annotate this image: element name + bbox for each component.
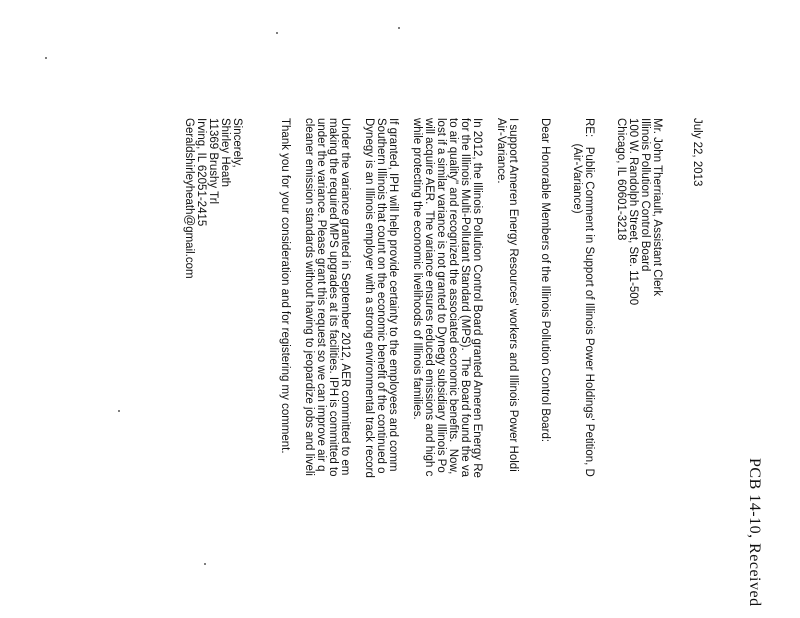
paragraph-line: If granted, IPH will help provide certainty to the employees and comm (387, 118, 399, 472)
scan-speck (276, 32, 278, 34)
paragraph-line: In 2012, the Illinois Pollution Control Board granted Ameren Energy Re (471, 118, 483, 478)
letter-date: July 22, 2013 (691, 118, 703, 187)
paragraph-line: Dynegy is an Illinois employer with a strong environmental track record (363, 118, 375, 478)
subject-line: RE: Public Comment in Support of Illinois Power Holdings' Petition, D (583, 118, 595, 477)
paragraph-line: I support Ameren Energy Resources' workers and Illinois Power Holdi (507, 118, 519, 472)
scan-speck (118, 410, 120, 412)
signer-name: Shirley Heath (219, 118, 231, 188)
paragraph-line: will acquire AER. The variance ensures reduced emissions and high c (423, 118, 435, 477)
recipient-org: Illinois Pollution Control Board (639, 118, 651, 272)
signer-city: Irving, IL 62051-2415 (195, 118, 207, 227)
scan-speck (204, 563, 206, 565)
received-stamp: PCB 14-10, Received (746, 458, 763, 607)
closing: Sincerely, (231, 118, 243, 168)
paragraph-line: for the Illinois Multi-Pollutant Standard (MPS). The Board found the va (459, 118, 471, 478)
paragraph-line: making the required MPS upgrades at its facilities. IPH is committed to (327, 118, 339, 477)
paragraph-line: to air quality" and recognized the associated economic benefits. Now, (447, 118, 459, 475)
paragraph-line: Under the variance granted in September 2012, AER committed to em (339, 118, 351, 476)
subject-line-cont: (Air-Variance) (571, 118, 583, 214)
paragraph-line: under the variance. Please grant this request so we can improve air q (315, 118, 327, 472)
paragraph-line: cleaner emission standards without having to jeopardize jobs and liveli (303, 118, 315, 476)
recipient-street: 100 W. Randolph Street, Ste. 11-500 (627, 118, 639, 306)
paragraph-line: while protecting the economic livelihoods of Illinois families. (411, 118, 423, 420)
paragraph-line: Air-Variance. (495, 118, 507, 184)
scan-speck (398, 27, 400, 29)
closing-paragraph: Thank you for your consideration and for registering my comment. (279, 118, 291, 454)
signer-email: Geraldshirleyheath@gmail.com (183, 118, 195, 279)
recipient-name: Mr. John Therriault, Assistant Clerk (651, 118, 663, 297)
paragraph-line: Southern Illinois that count on the economic benefit of the continued o (375, 118, 387, 474)
recipient-city: Chicago, IL 60601-3218 (615, 118, 627, 241)
paragraph-line: lost if a similar variance is not granted to Dynegy subsidiary Illinois Po (435, 118, 447, 473)
salutation: Dear Honorable Members of the Illinois Pollution Control Board: (539, 118, 551, 443)
scan-speck (45, 57, 47, 59)
signer-street: 11369 Brushy Trl (207, 118, 219, 205)
